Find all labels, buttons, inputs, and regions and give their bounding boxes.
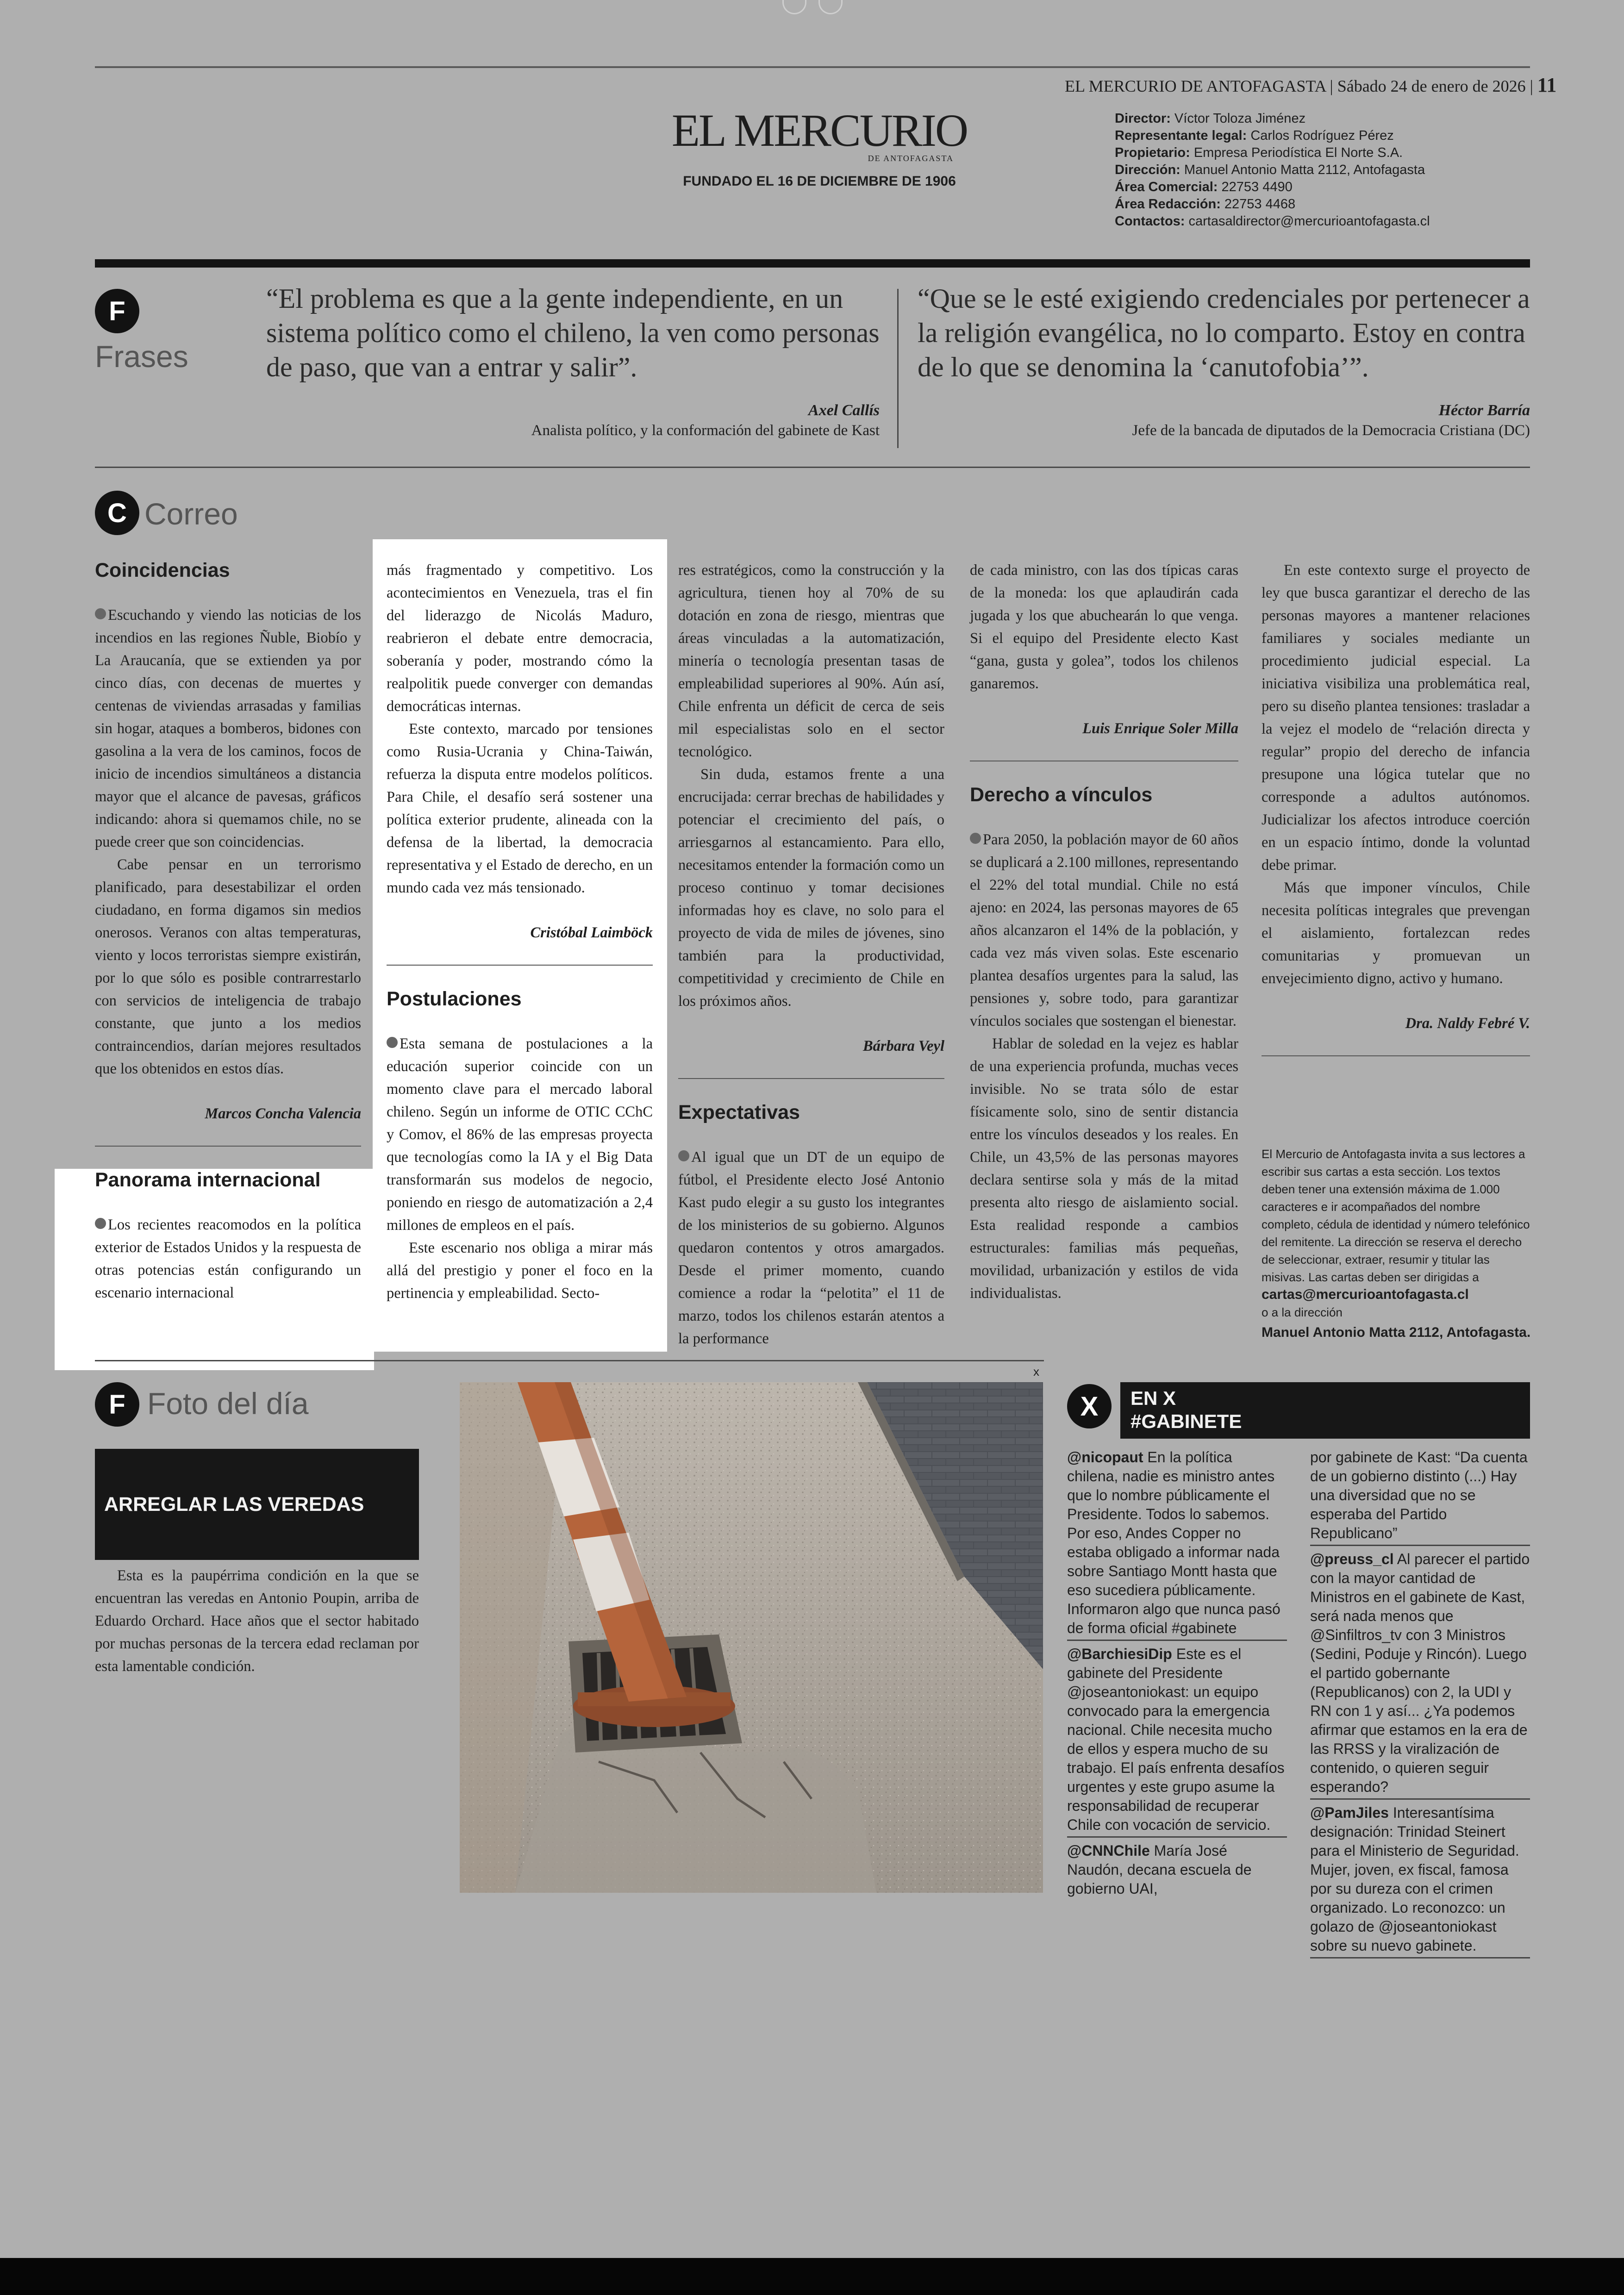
letter-paragraph: res estratégicos, como la construcción y la agricultura, tienen hoy al 70% de su dotación en zona de riesgo, mientras que áreas vinculadas a la automatización, minería o tecnología presentan tasas de empleabilidad superiores al 90%. Aún así, Chile enfrenta un déficit de cerca de seis mil especialistas solo en el sector tecnológico. [678,562,944,760]
tweet[interactable] [1067,1841,1287,1900]
letter-paragraph: Este escenario nos obliga a mirar más allá del prestigio y poner el foco en la pertinencia y empleabilidad. Secto- [387,1240,653,1302]
sidewalk-photo-svg [460,1382,1043,1893]
notice-address: Manuel Antonio Matta 2112, Antofagasta. [1262,1325,1531,1340]
tweet-handle[interactable]: @PamJiles [1310,1804,1389,1821]
masthead-director: Víctor Toloza Jiménez [1174,111,1306,126]
quote-2 [918,281,1530,439]
quote-text: “Que se le esté exigiendo credenciales por pertenecer a la religión evangélica, no lo comparto. Estoy en contra de lo que se denomina la ‘canutofobia’”. [918,283,1530,382]
quote-divider [897,289,899,448]
correo-badge: C [95,491,139,535]
tweet[interactable] [1067,1448,1287,1641]
x-badge: X [1067,1384,1112,1428]
foto-title: Foto del día [147,1386,309,1421]
bullet-icon [95,1218,106,1229]
frases-title: Frases [95,339,188,374]
masthead-owner: Empresa Periodística El Norte S.A. [1193,145,1403,160]
masthead-contacts: cartasaldirector@mercurioantofagasta.cl [1188,214,1430,229]
tweets-left-column [1067,1448,1287,1904]
masthead-block [1115,110,1430,230]
letter-signature: Bárbara Veyl [862,1038,944,1054]
letter-signature: Marcos Concha Valencia [205,1105,361,1122]
foto-banner [95,1449,419,1560]
bullet-icon [678,1150,689,1161]
letter-paragraph [95,1214,361,1304]
top-rule [95,66,1530,68]
letter-separator [678,1078,944,1079]
notice-or: o a la dirección [1262,1305,1343,1319]
letter-heading: Panorama internacional [95,1169,321,1191]
quote-role: Analista político, y la conformación del gabinete de Kast [531,422,880,439]
quote-text: “El problema es que a la gente independiente, en un sistema político como el chileno, la ven como personas de paso, que van a entrar y salir”. [266,283,880,382]
tweet[interactable] [1310,1550,1530,1800]
letter-paragraph: de cada ministro, con las dos típicas caras de la moneda: los que aplaudirán cada jugada y los que abuchearán lo que venga. Si el equipo del Presidente electo Kast “gana, gusta y golea”, todos los chilenos ganaremos. [970,562,1238,692]
letter-paragraph: Más que imponer vínculos, Chile necesita políticas integrales que prevengan el aislamiento, fortalezcan redes comunitarias y promuevan un envejecimiento digno, activo y humano. [1262,879,1530,987]
tweets-right-column [1310,1448,1530,1962]
enx-banner [1120,1382,1530,1439]
masthead-label: Área Redacción: [1115,197,1221,212]
masthead-label: Contactos: [1115,214,1185,229]
frases-bottom-rule [95,467,1530,468]
bullet-icon [387,1037,398,1048]
tweet[interactable] [1310,1803,1530,1958]
frases-badge: F [95,289,139,333]
logo-founded: FUNDADO EL 16 DE DICIEMBRE DE 1906 [683,174,956,189]
notice-email[interactable]: cartas@mercurioantofagasta.cl [1262,1287,1469,1302]
letter-separator [387,965,653,966]
letters-notice [1262,1145,1535,1341]
enx-title-1: EN X [1131,1387,1176,1409]
masthead-thick-rule [95,259,1530,268]
letter-paragraph: En este contexto surge el proyecto de ley que busca garantizar el derecho de las personas mayores a mantener relaciones familiares y sociales mediante un procedimiento judicial especial. La iniciativa visibiliza una problemática real, pero su diseño plantea tensiones: trasladar a la vejez el modelo de “relación directa y regular” propio del derecho de infancia presupone una lógica tutelar que no corresponde a adultos autónomos. Judicializar los afectos introduce coerción en un espacio íntimo, donde la voluntad debe primar. [1262,562,1530,873]
correo-title: Correo [144,497,238,531]
next-page-icon[interactable] [818,0,843,14]
tweet-text: María José Naudón, decana escuela de gobierno UAI, [1067,1842,1252,1897]
foto-caption [95,1565,419,1678]
letter-paragraph [387,1033,653,1237]
masthead-label: Propietario: [1115,145,1190,160]
letter-heading: Expectativas [678,1101,800,1123]
letter-paragraph [678,1146,944,1350]
letter-paragraph: Sin duda, estamos frente a una encrucijada: cerrar brechas de habilidades y potenciar el crecimiento del país, o arriesgarnos al estancamiento. Para ello, necesitamos entender la formación como un proceso continuo y tomar decisiones informadas hoy es clave, no solo para el proyecto de vida de miles de jóvenes, sino también para la productividad, competitividad y crecimiento de Chile en los próximos años. [678,766,944,1010]
letter-separator [95,1146,361,1147]
masthead-address: Manuel Antonio Matta 2112, Antofagasta [1184,162,1425,177]
letter-text: Esta semana de postulaciones a la educación superior coincide con un momento clave para el mercado laboral chileno. Según un informe de OTIC CChC y Comov, el 86% de las empresas proyecta que tecnologías como la IA y el Big Data transformarán sus modelos de negocio, poniendo en riesgo de automatización a 2,4 millones de empleos en el país. [387,1035,653,1234]
prev-page-icon[interactable] [782,0,806,14]
tweet-handle[interactable]: @BarchiesiDip [1067,1646,1172,1662]
photo-of-sidewalk [460,1382,1043,1893]
letter-paragraph: más fragmentado y competitivo. Los acontecimientos en Venezuela, tras el fin del liderazgo de Nicolás Maduro, reabrieron el debate entre democracia, soberanía y poder, mostrando cómo la realpolitik puede converger con demandas democráticas internas. [387,562,653,715]
letter-separator [1262,1055,1530,1056]
logo-subtitle: DE ANTOFAGASTA [868,154,954,163]
masthead-newsroom: 22753 4468 [1224,197,1296,212]
correo-column-1 [95,559,361,1304]
tweet-text: En la política chilena, nadie es ministro antes que lo nombre públicamente el Presidente. Todos lo sabemos. Por eso, Andes Copper no estaba obligado a informar nada sobre Santiago Montt hasta que eso sucediera públicamente. Informaron algo que nunca pasó de forma oficial #gabinete [1067,1449,1280,1636]
enx-title-2: #GABINETE [1131,1410,1242,1432]
correo-column-2 [387,559,653,1305]
correo-column-3 [678,559,944,1350]
tweet-text: Este es el gabinete del Presidente @joseantoniokast: un equipo convocado para la emergencia nacional. Chile necesita mucho de ellos y espera mucho de su trabajo. El país enfrenta desafíos urgentes y este grupo asume la responsabilidad de recuperar Chile con vocación de servicio. [1067,1646,1285,1833]
quote-author: Héctor Barría [1438,402,1530,419]
caption-text: Esta es la paupérrima condición en la que se encuentran las veredas en Antonio Poupin, arriba de Eduardo Orchard. Hace años que el sector habitado por muchas personas de la tercera edad reclaman por esta lamentable condición. [95,1567,419,1675]
newspaper-logo [657,107,981,189]
photo-close-mark[interactable]: x [1033,1365,1039,1378]
foto-badge: F [95,1382,139,1427]
quote-1 [266,281,880,439]
bottom-bar [0,2258,1624,2295]
bullet-icon [95,608,106,619]
correo-bottom-rule [95,1360,1044,1361]
tweet-text: Interesantísima designación: Trinidad Steinert para el Ministerio de Seguridad. Mujer, joven, ex fiscal, famosa por su dureza con el crimen organizado. Lo reconozco: un golazo de @joseantoniokast sobre su nuevo gabinete. [1310,1804,1519,1954]
masthead-label: Área Comercial: [1115,180,1218,194]
letter-text: Para 2050, la población mayor de 60 años se duplicará a 2.100 millones, representando el 22% del total mundial. Chile no está ajeno: en 2024, las personas mayores de 65 años alcanzaron el 14% de la población, y cada vez más viven solas. Este escenario plantea desafíos urgentes para la salud, las pensiones y, sobre todo, para garantizar vínculos sociales que sostengan el bienestar. [970,831,1238,1029]
letter-paragraph: Este contexto, marcado por tensiones como Rusia-Ucrania y China-Taiwán, refuerza la disputa entre modelos políticos. Para Chile, el desafío será sostener una política exterior prudente, alineada con la defensa de la libertad, la democracia representativa y el Estado de derecho, en un mundo cada vez más tensionado. [387,721,653,896]
masthead-label: Director: [1115,111,1171,126]
bullet-icon [970,833,981,844]
masthead-label: Representante legal: [1115,128,1247,143]
tweet[interactable] [1310,1448,1530,1546]
page-number: 11 [1537,74,1557,96]
tweet-text: Al parecer el partido con la mayor cantidad de Ministros en el gabinete de Kast, será nada menos que @Sinfiltros_tv con 3 Ministros (Sedini, Poduje y Rincón). Luego el partido gobernante (Republicanos) con 2, la UDI y RN con 1 y así... ¿Ya podemos afirmar que estamos en la era de las RRSS y la viralización de contenido, o quieren seguir esperando? [1310,1551,1530,1795]
letter-text: Escuchando y viendo las noticias de los incendios en las regiones Ñuble, Biobío y La Araucanía, que se extienden ya por cinco días, con decenas de muertes y centenas de viviendas arrasadas y familias sin hogar, ataques a bomberos, bidones con gasolina a la vera de los caminos, focos de inicio de incendios simultáneos a distancia mayor que el alcance de pavesas, gráficos indicando: ahora si quemamos chile, no se puede creer que son coincidencias. [95,607,361,850]
letter-paragraph: Hablar de soledad en la vejez es hablar de una experiencia profunda, muchas veces invisible. No se trata sólo de estar físicamente solo, sino de sentir distancia entre los vínculos deseados y los reales. En Chile, un 43,5% de las personas mayores declara sentirse sola y más de la mitad presenta alto riesgo de aislamiento social. Esta realidad responde a cambios estructurales: familias más pequeñas, movilidad, urbanización y estilos de vida individualistas. [970,1035,1238,1302]
notice-text: El Mercurio de Antofagasta invita a sus lectores a escribir sus cartas a esta sección. Los textos deben tener una extensión máxima de 1.000 caracteres e ir acompañados del nombre completo, cédula de identidad y número telefónico del remitente. La dirección se reserva el derecho de seleccionar, extraer, resumir y titular las misivas. Las cartas deben ser dirigidas a [1262,1147,1530,1284]
letter-heading: Postulaciones [387,988,522,1010]
quote-author: Axel Callís [808,402,880,419]
masthead-commercial: 22753 4490 [1221,180,1293,194]
tweet-text: por gabinete de Kast: “Da cuenta de un gobierno distinto (...) Hay una diversidad que no se esperaba del Partido Republicano” [1310,1449,1528,1541]
letter-signature: Dra. Naldy Febré V. [1405,1015,1530,1032]
tweet[interactable] [1067,1645,1287,1838]
letter-signature: Luis Enrique Soler Milla [1082,720,1238,737]
masthead-rep: Carlos Rodríguez Pérez [1250,128,1394,143]
letter-heading: Derecho a vínculos [970,784,1153,806]
correo-column-5 [1262,559,1530,1079]
edition-text: EL MERCURIO DE ANTOFAGASTA | Sábado 24 de enero de 2026 | [1065,77,1533,95]
letter-paragraph: Cabe pensar en un terrorismo planificado, para desestabilizar el orden ciudadano, en forma digamos sin medios onerosos. Veranos con altas temperaturas, viento y locos terroristas siempre existirán, por lo que sólo es posible contrarrestarlo con servicios de inteligencia de trabajo constante, que junto a los medios contraincendios, darían mejores resultados que los obtenidos en estos días. [95,856,361,1077]
logo-name: EL MERCURIO [671,105,968,156]
tweet-handle[interactable]: @nicopaut [1067,1449,1143,1466]
letter-text: Al igual que un DT de un equipo de fútbol, el Presidente electo José Antonio Kast pudo elegir a su gusto los integrantes de los ministerios de su gobierno. Algunos quedaron contentos y otros amargados. Desde el primer momento, cuando comience a rodar la “pelotita” el 11 de marzo, todos los chilenos estarán atentos a la performance [678,1149,944,1347]
edition-line [1065,73,1556,97]
letter-text: Los recientes reacomodos en la política exterior de Estados Unidos y la respuesta de otras potencias están configurando un escenario internacional [95,1216,361,1301]
letter-paragraph [95,604,361,854]
letter-paragraph [970,829,1238,1033]
quote-role: Jefe de la bancada de diputados de la Democracia Cristiana (DC) [1132,422,1530,439]
masthead-label: Dirección: [1115,162,1181,177]
foto-banner-text: ARREGLAR LAS VEREDAS [104,1493,364,1515]
tweet-handle[interactable]: @preuss_cl [1310,1551,1394,1567]
correo-column-4 [970,559,1238,1305]
tweet-handle[interactable]: @CNNChile [1067,1842,1150,1859]
letter-signature: Cristóbal Laimböck [530,924,653,941]
letter-heading: Coincidencias [95,559,230,581]
